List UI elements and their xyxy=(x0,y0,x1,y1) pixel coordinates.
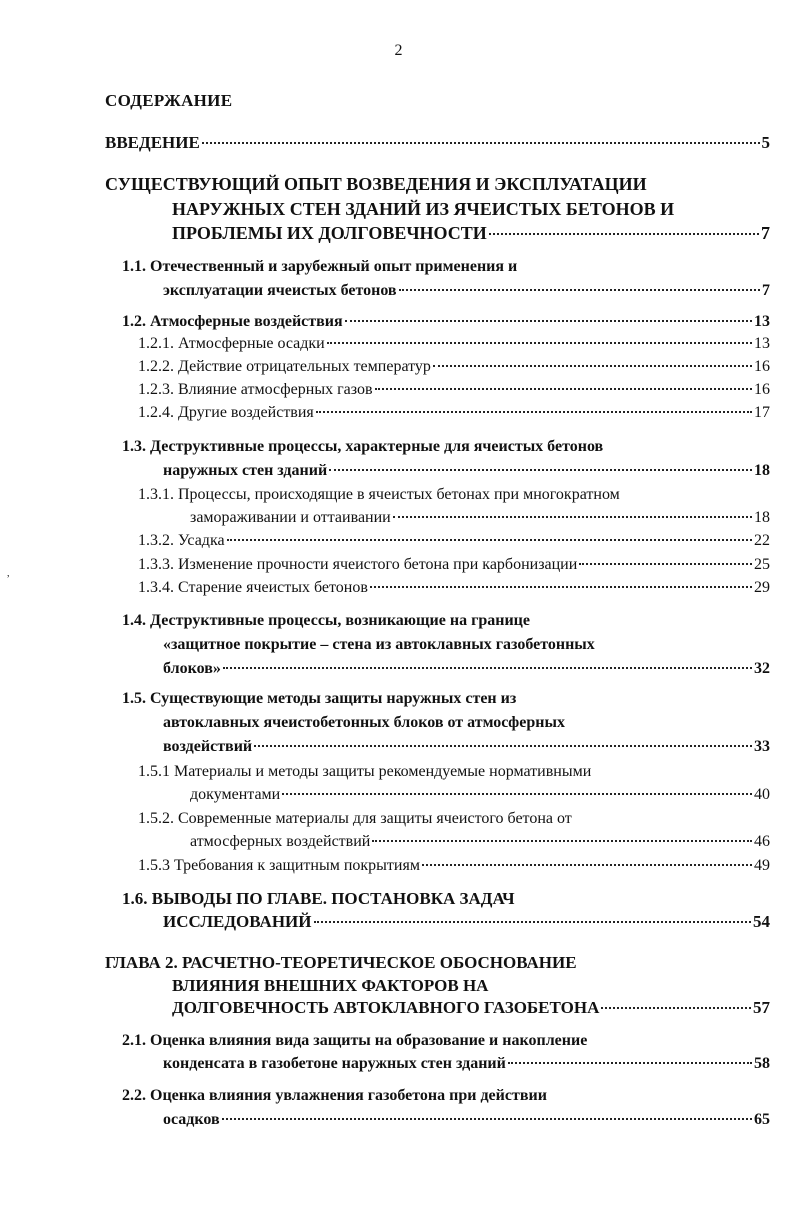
toc-entry-title: ИССЛЕДОВАНИЙ xyxy=(163,912,312,931)
toc-page-number: 29 xyxy=(754,579,770,596)
toc-chapter-2-line-2: ВЛИЯНИЯ ВНЕШНИХ ФАКТОРОВ НА xyxy=(172,976,489,995)
toc-entry-introduction[interactable] xyxy=(105,133,770,153)
toc-entry-title: ПРОБЛЕМЫ ИХ ДОЛГОВЕЧНОСТИ xyxy=(172,223,487,243)
toc-page-number: 5 xyxy=(761,133,770,152)
dot-leader xyxy=(223,667,752,669)
toc-subsection-1-3-1-line-1: 1.3.1. Процессы, происходящие в ячеистых бетонах при многократном xyxy=(138,486,620,503)
dot-leader xyxy=(329,469,752,471)
toc-entry-1-2[interactable] xyxy=(122,313,770,331)
toc-page-number: 18 xyxy=(754,509,770,526)
toc-subsection-1-5-2-line-1: 1.5.2. Современные материалы для защиты ячеистого бетона от xyxy=(138,810,572,827)
toc-page-number: 7 xyxy=(762,282,770,299)
dot-leader xyxy=(254,745,752,747)
dot-leader xyxy=(345,320,752,322)
toc-entry-title: замораживании и оттаивании xyxy=(190,509,391,526)
toc-entry-1-5-1[interactable] xyxy=(190,786,770,804)
toc-entry-1-5-3[interactable] xyxy=(138,857,770,875)
toc-entry-title: 1.2. Атмосферные воздействия xyxy=(122,313,343,330)
toc-section-1-1-line-1: 1.1. Отечественный и зарубежный опыт применения и xyxy=(122,258,518,275)
toc-entry-title: осадков xyxy=(163,1111,220,1128)
toc-chapter-1-line-2: НАРУЖНЫХ СТЕН ЗДАНИЙ ИЗ ЯЧЕИСТЫХ БЕТОНОВ И xyxy=(172,199,675,219)
toc-entry-title: 1.2.3. Влияние атмосферных газов xyxy=(138,381,373,398)
dot-leader xyxy=(375,388,752,390)
toc-entry-title: конденсата в газобетоне наружных стен зданий xyxy=(163,1055,506,1072)
toc-page-number: 13 xyxy=(754,335,770,352)
toc-entry-title: блоков» xyxy=(163,660,221,677)
toc-page-number: 46 xyxy=(754,833,770,850)
toc-entry-1-2-3[interactable] xyxy=(138,381,770,399)
toc-entry-1-3-1[interactable] xyxy=(190,509,770,527)
dot-leader xyxy=(399,289,760,291)
dot-leader xyxy=(222,1118,752,1120)
toc-entry-title: воздействий xyxy=(163,738,253,755)
toc-page-number: 13 xyxy=(754,313,770,330)
toc-entry-1-2-2[interactable] xyxy=(138,358,770,376)
toc-entry-chapter-1[interactable] xyxy=(172,223,770,244)
toc-subsection-1-5-1-line-1: 1.5.1 Материалы и методы защиты рекомендуемые нормативными xyxy=(138,763,592,780)
toc-section-1-4-line-2: «защитное покрытие – стена из автоклавных газобетонных xyxy=(163,636,595,653)
dot-leader xyxy=(314,921,752,923)
dot-leader xyxy=(202,142,760,144)
toc-entry-1-3-4[interactable] xyxy=(138,579,770,597)
toc-entry-title: 1.2.1. Атмосферные осадки xyxy=(138,335,325,352)
dot-leader xyxy=(601,1007,751,1009)
toc-section-1-3-line-1: 1.3. Деструктивные процессы, характерные для ячеистых бетонов xyxy=(122,438,604,455)
toc-page-number: 49 xyxy=(754,857,770,874)
toc-entry-title: эксплуатации ячеистых бетонов xyxy=(163,282,397,299)
dot-leader xyxy=(327,342,752,344)
dot-leader xyxy=(316,411,752,413)
dot-leader xyxy=(433,365,752,367)
toc-entry-1-5[interactable] xyxy=(163,738,770,756)
dot-leader xyxy=(508,1062,752,1064)
dot-leader xyxy=(227,539,752,541)
page-number: 2 xyxy=(394,42,403,59)
toc-entry-title: документами xyxy=(190,786,281,803)
toc-page-number: 16 xyxy=(754,381,770,398)
toc-section-1-5-line-2: автоклавных ячеистобетонных блоков от атмосферных xyxy=(163,714,565,731)
dot-leader xyxy=(370,586,752,588)
dot-leader xyxy=(489,233,759,235)
dot-leader xyxy=(422,864,752,866)
toc-entry-2-1[interactable] xyxy=(163,1055,770,1073)
scan-artifact: , xyxy=(7,568,10,579)
toc-page-number: 17 xyxy=(754,404,770,421)
toc-section-1-5-line-1: 1.5. Существующие методы защиты наружных стен из xyxy=(122,690,517,707)
toc-entry-title: ВВЕДЕНИЕ xyxy=(105,133,200,152)
toc-entry-title: 1.5.3 Требования к защитным покрытиям xyxy=(138,857,420,874)
toc-section-1-6-line-1: 1.6. ВЫВОДЫ ПО ГЛАВЕ. ПОСТАНОВКА ЗАДАЧ xyxy=(122,889,515,908)
toc-entry-1-3-2[interactable] xyxy=(138,532,770,550)
toc-page-number: 18 xyxy=(754,462,770,479)
toc-page-number: 57 xyxy=(753,998,770,1017)
toc-page-number: 65 xyxy=(754,1111,770,1128)
toc-entry-1-1[interactable] xyxy=(163,282,770,300)
toc-entry-title: ДОЛГОВЕЧНОСТЬ АВТОКЛАВНОГО ГАЗОБЕТОНА xyxy=(172,998,600,1017)
toc-page-number: 33 xyxy=(754,738,770,755)
toc-entry-title: 1.2.4. Другие воздействия xyxy=(138,404,314,421)
dot-leader xyxy=(372,840,752,842)
toc-entry-1-5-2[interactable] xyxy=(190,833,770,851)
toc-entry-1-3[interactable] xyxy=(163,462,770,480)
dot-leader xyxy=(579,563,752,565)
toc-page-number: 54 xyxy=(753,912,770,931)
toc-page-number: 32 xyxy=(754,660,770,677)
toc-entry-title: 1.3.3. Изменение прочности ячеистого бетона при карбонизации xyxy=(138,556,578,573)
toc-chapter-1-line-1: СУЩЕСТВУЮЩИЙ ОПЫТ ВОЗВЕДЕНИЯ И ЭКСПЛУАТАЦИИ xyxy=(105,174,647,194)
toc-entry-2-2[interactable] xyxy=(163,1111,770,1129)
page-title: СОДЕРЖАНИЕ xyxy=(105,91,233,110)
toc-entry-1-3-3[interactable] xyxy=(138,556,770,574)
toc-page-number: 40 xyxy=(754,786,770,803)
toc-page-number: 58 xyxy=(754,1055,770,1072)
toc-page-number: 7 xyxy=(761,223,770,243)
toc-entry-title: 1.3.4. Старение ячеистых бетонов xyxy=(138,579,368,596)
toc-section-1-4-line-1: 1.4. Деструктивные процессы, возникающие на границе xyxy=(122,612,530,629)
toc-page-number: 16 xyxy=(754,358,770,375)
toc-entry-title: атмосферных воздействий xyxy=(190,833,371,850)
toc-chapter-2-line-1: ГЛАВА 2. РАСЧЕТНО-ТЕОРЕТИЧЕСКОЕ ОБОСНОВАНИЕ xyxy=(105,953,577,972)
dot-leader xyxy=(282,793,752,795)
toc-page-number: 22 xyxy=(754,532,770,549)
toc-entry-1-2-4[interactable] xyxy=(138,404,770,422)
toc-entry-title: 1.3.2. Усадка xyxy=(138,532,225,549)
toc-entry-title: наружных стен зданий xyxy=(163,462,328,479)
toc-entry-1-2-1[interactable] xyxy=(138,335,770,353)
toc-section-2-2-line-1: 2.2. Оценка влияния увлажнения газобетона при действии xyxy=(122,1087,547,1104)
toc-entry-1-4[interactable] xyxy=(163,660,770,678)
toc-section-2-1-line-1: 2.1. Оценка влияния вида защиты на образование и накопление xyxy=(122,1032,588,1049)
dot-leader xyxy=(393,516,752,518)
toc-entry-title: 1.2.2. Действие отрицательных температур xyxy=(138,358,431,375)
toc-page-number: 25 xyxy=(754,556,770,573)
toc-entry-1-6[interactable] xyxy=(163,912,770,932)
toc-entry-chapter-2[interactable] xyxy=(172,998,770,1018)
